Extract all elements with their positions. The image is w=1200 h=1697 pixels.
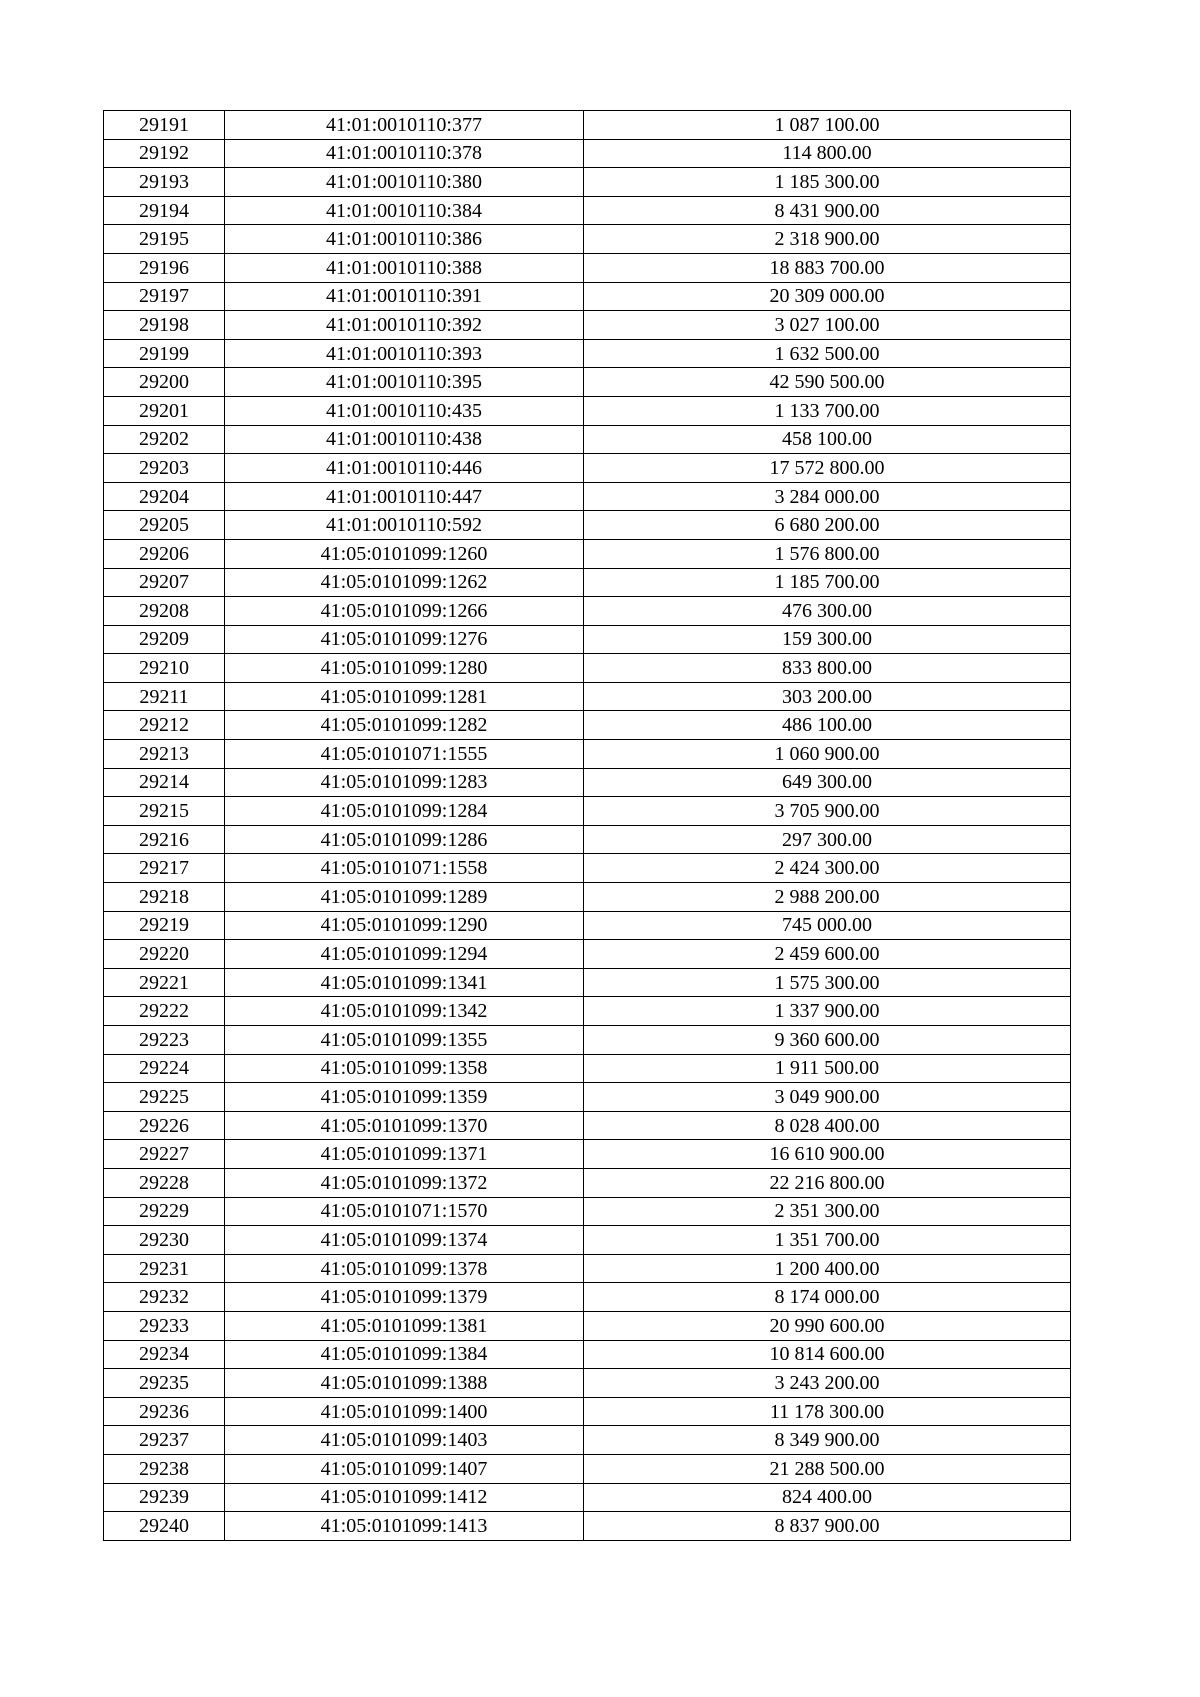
cadastral-number-cell: 41:05:0101099:1407 — [225, 1454, 584, 1483]
cadastral-value-cell: 16 610 900.00 — [584, 1140, 1071, 1169]
row-number-cell: 29233 — [104, 1311, 225, 1340]
cadastral-value-cell: 3 027 100.00 — [584, 311, 1071, 340]
cadastral-value-cell: 1 337 900.00 — [584, 997, 1071, 1026]
cadastral-number-cell: 41:01:0010110:378 — [225, 139, 584, 168]
cadastral-value-cell: 458 100.00 — [584, 425, 1071, 454]
cadastral-number-cell: 41:01:0010110:395 — [225, 368, 584, 397]
row-number-cell: 29197 — [104, 282, 225, 311]
table-row — [104, 539, 1071, 568]
cadastral-value-cell: 10 814 600.00 — [584, 1340, 1071, 1369]
row-number-cell: 29229 — [104, 1197, 225, 1226]
cadastral-value-cell: 3 284 000.00 — [584, 482, 1071, 511]
table-row — [104, 396, 1071, 425]
cadastral-value-cell: 1 576 800.00 — [584, 539, 1071, 568]
row-number-cell: 29210 — [104, 654, 225, 683]
cadastral-value-cell: 21 288 500.00 — [584, 1454, 1071, 1483]
cadastral-value-cell: 1 351 700.00 — [584, 1226, 1071, 1255]
row-number-cell: 29214 — [104, 768, 225, 797]
cadastral-number-cell: 41:05:0101099:1290 — [225, 911, 584, 940]
row-number-cell: 29226 — [104, 1111, 225, 1140]
cadastral-number-cell: 41:05:0101099:1342 — [225, 997, 584, 1026]
table-row — [104, 1369, 1071, 1398]
row-number-cell: 29208 — [104, 597, 225, 626]
cadastral-number-cell: 41:01:0010110:380 — [225, 168, 584, 197]
row-number-cell: 29194 — [104, 196, 225, 225]
row-number-cell: 29192 — [104, 139, 225, 168]
cadastral-value-cell: 17 572 800.00 — [584, 454, 1071, 483]
table-row — [104, 1140, 1071, 1169]
cadastral-number-cell: 41:05:0101099:1358 — [225, 1054, 584, 1083]
cadastral-value-cell: 1 575 300.00 — [584, 968, 1071, 997]
cadastral-value-cell: 1 087 100.00 — [584, 111, 1071, 140]
table-row — [104, 825, 1071, 854]
cadastral-number-cell: 41:05:0101071:1555 — [225, 740, 584, 769]
cadastral-number-cell: 41:01:0010110:384 — [225, 196, 584, 225]
cadastral-number-cell: 41:05:0101099:1341 — [225, 968, 584, 997]
cadastral-number-cell: 41:05:0101071:1558 — [225, 854, 584, 883]
cadastral-value-table — [103, 110, 1071, 1541]
cadastral-number-cell: 41:05:0101099:1370 — [225, 1111, 584, 1140]
table-row — [104, 1311, 1071, 1340]
cadastral-value-cell: 159 300.00 — [584, 625, 1071, 654]
table-row — [104, 711, 1071, 740]
cadastral-number-cell: 41:05:0101099:1371 — [225, 1140, 584, 1169]
table-body — [104, 111, 1071, 1541]
cadastral-value-cell: 1 060 900.00 — [584, 740, 1071, 769]
row-number-cell: 29228 — [104, 1168, 225, 1197]
row-number-cell: 29231 — [104, 1254, 225, 1283]
table-row — [104, 139, 1071, 168]
cadastral-value-cell: 8 837 900.00 — [584, 1512, 1071, 1541]
cadastral-number-cell: 41:05:0101099:1283 — [225, 768, 584, 797]
table-row — [104, 111, 1071, 140]
table-row — [104, 682, 1071, 711]
row-number-cell: 29236 — [104, 1397, 225, 1426]
table-row — [104, 1054, 1071, 1083]
cadastral-value-cell: 8 028 400.00 — [584, 1111, 1071, 1140]
table-row — [104, 568, 1071, 597]
cadastral-value-cell: 20 309 000.00 — [584, 282, 1071, 311]
cadastral-value-cell: 476 300.00 — [584, 597, 1071, 626]
cadastral-number-cell: 41:01:0010110:388 — [225, 253, 584, 282]
cadastral-value-cell: 6 680 200.00 — [584, 511, 1071, 540]
cadastral-value-cell: 114 800.00 — [584, 139, 1071, 168]
cadastral-number-cell: 41:05:0101099:1280 — [225, 654, 584, 683]
cadastral-value-cell: 486 100.00 — [584, 711, 1071, 740]
row-number-cell: 29224 — [104, 1054, 225, 1083]
row-number-cell: 29235 — [104, 1369, 225, 1398]
table-row — [104, 511, 1071, 540]
cadastral-value-cell: 2 459 600.00 — [584, 940, 1071, 969]
cadastral-number-cell: 41:05:0101099:1282 — [225, 711, 584, 740]
row-number-cell: 29200 — [104, 368, 225, 397]
table-row — [104, 1454, 1071, 1483]
row-number-cell: 29209 — [104, 625, 225, 654]
row-number-cell: 29232 — [104, 1283, 225, 1312]
cadastral-value-cell: 1 632 500.00 — [584, 339, 1071, 368]
table-row — [104, 625, 1071, 654]
cadastral-value-cell: 8 431 900.00 — [584, 196, 1071, 225]
cadastral-number-cell: 41:01:0010110:392 — [225, 311, 584, 340]
cadastral-number-cell: 41:05:0101099:1355 — [225, 1026, 584, 1055]
cadastral-number-cell: 41:05:0101099:1413 — [225, 1512, 584, 1541]
row-number-cell: 29238 — [104, 1454, 225, 1483]
table-row — [104, 797, 1071, 826]
cadastral-value-cell: 9 360 600.00 — [584, 1026, 1071, 1055]
table-row — [104, 1340, 1071, 1369]
row-number-cell: 29222 — [104, 997, 225, 1026]
cadastral-value-cell: 2 424 300.00 — [584, 854, 1071, 883]
row-number-cell: 29206 — [104, 539, 225, 568]
cadastral-value-cell: 2 351 300.00 — [584, 1197, 1071, 1226]
cadastral-number-cell: 41:01:0010110:386 — [225, 225, 584, 254]
cadastral-number-cell: 41:05:0101099:1384 — [225, 1340, 584, 1369]
table-row — [104, 740, 1071, 769]
cadastral-value-cell: 833 800.00 — [584, 654, 1071, 683]
table-row — [104, 597, 1071, 626]
cadastral-number-cell: 41:05:0101099:1400 — [225, 1397, 584, 1426]
cadastral-value-cell: 303 200.00 — [584, 682, 1071, 711]
table-row — [104, 1283, 1071, 1312]
cadastral-value-cell: 3 049 900.00 — [584, 1083, 1071, 1112]
row-number-cell: 29196 — [104, 253, 225, 282]
cadastral-value-cell: 649 300.00 — [584, 768, 1071, 797]
row-number-cell: 29213 — [104, 740, 225, 769]
table-row — [104, 1254, 1071, 1283]
cadastral-number-cell: 41:05:0101099:1388 — [225, 1369, 584, 1398]
row-number-cell: 29202 — [104, 425, 225, 454]
table-row — [104, 1397, 1071, 1426]
cadastral-number-cell: 41:01:0010110:447 — [225, 482, 584, 511]
cadastral-value-cell: 3 705 900.00 — [584, 797, 1071, 826]
row-number-cell: 29211 — [104, 682, 225, 711]
row-number-cell: 29216 — [104, 825, 225, 854]
table-row — [104, 225, 1071, 254]
cadastral-number-cell: 41:05:0101099:1266 — [225, 597, 584, 626]
table-row — [104, 368, 1071, 397]
table-row — [104, 311, 1071, 340]
table-row — [104, 911, 1071, 940]
table-row — [104, 339, 1071, 368]
row-number-cell: 29225 — [104, 1083, 225, 1112]
cadastral-value-cell: 20 990 600.00 — [584, 1311, 1071, 1340]
cadastral-value-cell: 2 318 900.00 — [584, 225, 1071, 254]
table-row — [104, 854, 1071, 883]
cadastral-number-cell: 41:05:0101099:1378 — [225, 1254, 584, 1283]
cadastral-value-cell: 297 300.00 — [584, 825, 1071, 854]
table-row — [104, 196, 1071, 225]
cadastral-value-cell: 22 216 800.00 — [584, 1168, 1071, 1197]
row-number-cell: 29217 — [104, 854, 225, 883]
row-number-cell: 29223 — [104, 1026, 225, 1055]
cadastral-number-cell: 41:01:0010110:592 — [225, 511, 584, 540]
cadastral-number-cell: 41:05:0101099:1281 — [225, 682, 584, 711]
row-number-cell: 29205 — [104, 511, 225, 540]
cadastral-number-cell: 41:05:0101099:1294 — [225, 940, 584, 969]
table-row — [104, 1512, 1071, 1541]
table-row — [104, 454, 1071, 483]
cadastral-number-cell: 41:01:0010110:391 — [225, 282, 584, 311]
row-number-cell: 29230 — [104, 1226, 225, 1255]
cadastral-number-cell: 41:05:0101099:1381 — [225, 1311, 584, 1340]
cadastral-number-cell: 41:05:0101099:1379 — [225, 1283, 584, 1312]
table-row — [104, 940, 1071, 969]
table-row — [104, 1111, 1071, 1140]
table-row — [104, 253, 1071, 282]
table-row — [104, 1426, 1071, 1455]
cadastral-number-cell: 41:05:0101099:1260 — [225, 539, 584, 568]
cadastral-number-cell: 41:05:0101099:1276 — [225, 625, 584, 654]
table-row — [104, 997, 1071, 1026]
row-number-cell: 29239 — [104, 1483, 225, 1512]
row-number-cell: 29199 — [104, 339, 225, 368]
cadastral-number-cell: 41:01:0010110:435 — [225, 396, 584, 425]
table-row — [104, 1197, 1071, 1226]
table-row — [104, 1168, 1071, 1197]
table-row — [104, 168, 1071, 197]
table-row — [104, 1083, 1071, 1112]
cadastral-number-cell: 41:05:0101099:1289 — [225, 883, 584, 912]
cadastral-value-cell: 8 349 900.00 — [584, 1426, 1071, 1455]
row-number-cell: 29193 — [104, 168, 225, 197]
table-row — [104, 482, 1071, 511]
table-row — [104, 1226, 1071, 1255]
table-row — [104, 768, 1071, 797]
cadastral-value-cell: 745 000.00 — [584, 911, 1071, 940]
cadastral-value-cell: 1 911 500.00 — [584, 1054, 1071, 1083]
row-number-cell: 29219 — [104, 911, 225, 940]
cadastral-value-cell: 1 133 700.00 — [584, 396, 1071, 425]
row-number-cell: 29203 — [104, 454, 225, 483]
table-row — [104, 654, 1071, 683]
row-number-cell: 29212 — [104, 711, 225, 740]
row-number-cell: 29204 — [104, 482, 225, 511]
cadastral-number-cell: 41:01:0010110:377 — [225, 111, 584, 140]
cadastral-number-cell: 41:05:0101071:1570 — [225, 1197, 584, 1226]
row-number-cell: 29220 — [104, 940, 225, 969]
row-number-cell: 29221 — [104, 968, 225, 997]
cadastral-value-cell: 18 883 700.00 — [584, 253, 1071, 282]
cadastral-value-cell: 42 590 500.00 — [584, 368, 1071, 397]
cadastral-value-cell: 3 243 200.00 — [584, 1369, 1071, 1398]
cadastral-number-cell: 41:01:0010110:393 — [225, 339, 584, 368]
row-number-cell: 29207 — [104, 568, 225, 597]
cadastral-number-cell: 41:05:0101099:1372 — [225, 1168, 584, 1197]
table-row — [104, 282, 1071, 311]
row-number-cell: 29240 — [104, 1512, 225, 1541]
row-number-cell: 29195 — [104, 225, 225, 254]
cadastral-number-cell: 41:05:0101099:1359 — [225, 1083, 584, 1112]
row-number-cell: 29215 — [104, 797, 225, 826]
row-number-cell: 29198 — [104, 311, 225, 340]
row-number-cell: 29234 — [104, 1340, 225, 1369]
cadastral-number-cell: 41:05:0101099:1412 — [225, 1483, 584, 1512]
cadastral-value-cell: 11 178 300.00 — [584, 1397, 1071, 1426]
table-row — [104, 968, 1071, 997]
table-row — [104, 883, 1071, 912]
cadastral-value-cell: 1 185 300.00 — [584, 168, 1071, 197]
row-number-cell: 29237 — [104, 1426, 225, 1455]
cadastral-value-cell: 8 174 000.00 — [584, 1283, 1071, 1312]
cadastral-number-cell: 41:05:0101099:1262 — [225, 568, 584, 597]
table-row — [104, 1483, 1071, 1512]
cadastral-value-cell: 1 185 700.00 — [584, 568, 1071, 597]
row-number-cell: 29218 — [104, 883, 225, 912]
row-number-cell: 29201 — [104, 396, 225, 425]
cadastral-value-cell: 1 200 400.00 — [584, 1254, 1071, 1283]
cadastral-number-cell: 41:05:0101099:1403 — [225, 1426, 584, 1455]
cadastral-number-cell: 41:01:0010110:446 — [225, 454, 584, 483]
cadastral-value-cell: 824 400.00 — [584, 1483, 1071, 1512]
cadastral-number-cell: 41:05:0101099:1286 — [225, 825, 584, 854]
cadastral-number-cell: 41:05:0101099:1374 — [225, 1226, 584, 1255]
cadastral-value-cell: 2 988 200.00 — [584, 883, 1071, 912]
cadastral-number-cell: 41:01:0010110:438 — [225, 425, 584, 454]
cadastral-number-cell: 41:05:0101099:1284 — [225, 797, 584, 826]
table-row — [104, 425, 1071, 454]
table-row — [104, 1026, 1071, 1055]
row-number-cell: 29191 — [104, 111, 225, 140]
row-number-cell: 29227 — [104, 1140, 225, 1169]
